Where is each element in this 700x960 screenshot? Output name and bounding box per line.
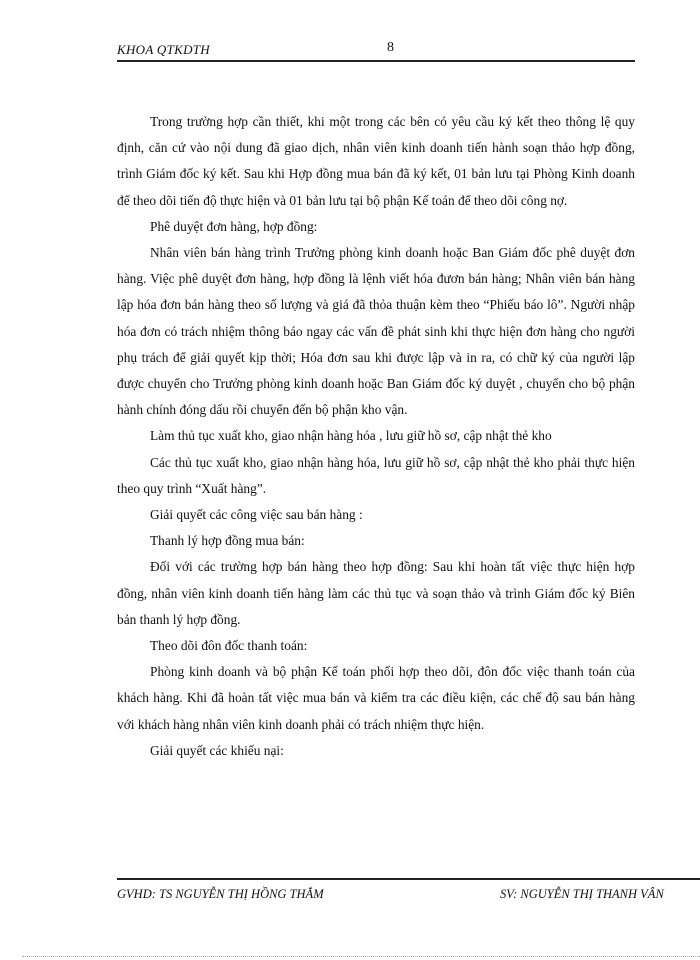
page-footer [117,878,700,901]
heading-payment-follow-up: Theo dõi đôn đốc thanh toán: [150,638,308,654]
document-body [117,109,635,764]
page-boundary-divider [22,956,700,957]
footer-supervisor: GVHD: TS NGUYỄN THỊ HỒNG THẮM [117,887,324,901]
header-department: KHOA QTKDTH [117,42,210,57]
heading-contract-liquidation: Thanh lý hợp đồng mua bán: [150,533,305,549]
page-number: 8 [387,40,394,55]
heading-order-approval: Phê duyệt đơn hàng, hợp đồng: [150,218,318,234]
paragraph-payment-follow-up: Phòng kinh doanh và bộ phận Kế toán phối hợp theo dõi, đôn đốc việc thanh toán của khách hàng. Khi đã hoàn tất việc mua bán và kiểm tra các điều kiện, các chế độ sau bán hàng với khách hàng nhân viên kinh doanh phải có trách nhiệm thực hiện. [117,664,635,732]
page-header [117,38,635,62]
paragraph-order-approval: Nhân viên bán hàng trình Trưởng phòng kinh doanh hoặc Ban Giám đốc phê duyệt đơn hàng. Việc phê duyệt đơn hàng, hợp đồng là lệnh viết hóa đươn bán hàng; Nhân viên bán hàng lập hóa đơn bán hàng theo số lượng và giá đã thỏa thuận kèm theo “Phiếu báo lô”. Người nhập hóa đơn có trách nhiệm thông báo ngay các vấn đề phát sinh khi thực hiện đơn hàng cho người phụ trách để giải quyết kịp thời; Hóa đơn sau khi được lập và in ra, có chữ ký của người lập được chuyển cho Trưởng phòng kinh doanh hoặc Ban Giám đốc ký duyệt , chuyển cho bộ phận hành chính đóng dấu rồi chuyển đến bộ phận kho vận. [117,245,635,418]
heading-warehouse-procedures: Làm thủ tục xuất kho, giao nhận hàng hóa , lưu giữ hồ sơ, cập nhật thẻ kho [150,428,552,444]
paragraph-contract-signing: Trong trường hợp cần thiết, khi một trong các bên có yêu cầu ký kết theo thông lệ quy định, căn cứ vào nội dung đã giao dịch, nhân viên kinh doanh tiến hành soạn thảo hợp đồng, trình Giám đốc ký kết. Sau khi Hợp đồng mua bán đã ký kết, 01 bản lưu tại Phòng Kinh doanh để theo dõi tiến độ thực hiện và 01 bản lưu tại bộ phận Kế toán để theo dõi công nợ. [117,114,635,208]
footer-student: SV: NGUYỄN THỊ THANH VÂN [500,887,664,901]
heading-after-sales: Giải quyết các công việc sau bán hàng : [150,507,363,523]
paragraph-contract-liquidation: Đối với các trường hợp bán hàng theo hợp đồng: Sau khi hoàn tất việc thực hiện hợp đồng, nhân viên kinh doanh tiến hàng làm các thủ tục và soạn thảo và trình Giám đốc ký Biên bản thanh lý hợp đồng. [117,559,635,627]
heading-complaints: Giải quyết các khiếu nại: [150,742,284,758]
paragraph-warehouse-procedures: Các thủ tục xuất kho, giao nhận hàng hóa, lưu giữ hồ sơ, cập nhật thẻ kho phải thực hiện theo quy trình “Xuất hàng”. [117,454,635,496]
